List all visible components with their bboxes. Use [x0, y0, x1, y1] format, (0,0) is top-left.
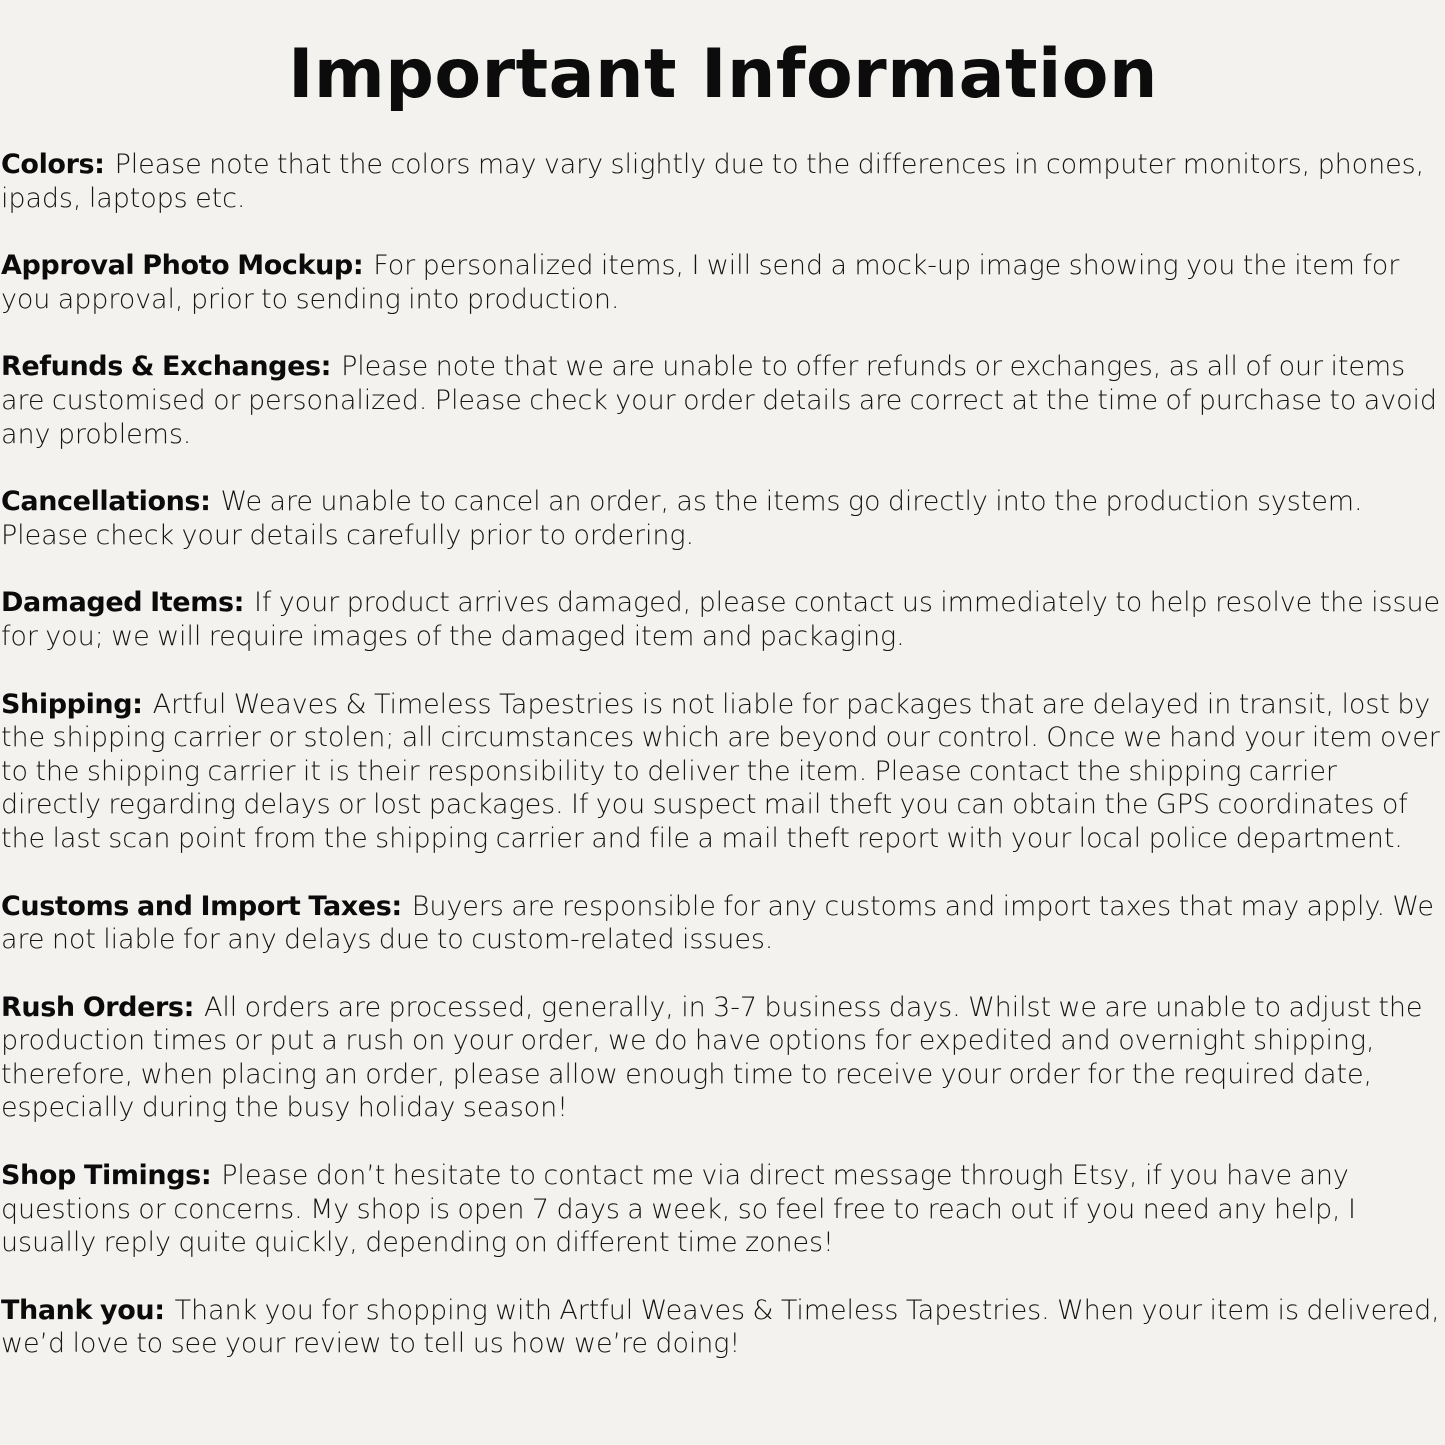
section-refunds-exchanges	[1, 350, 1444, 451]
section-text: For personalized items, I will send a mock-up image showing you the item for you approval, prior to sending into production.	[1, 250, 1400, 315]
section-label: Colors:	[1, 149, 105, 180]
section-thank-you	[1, 1294, 1444, 1361]
section-label: Rush Orders:	[1, 991, 194, 1023]
section-rush-orders	[1, 991, 1444, 1125]
section-label: Shipping:	[1, 688, 143, 720]
section-text: Artful Weaves & Timeless Tapestries is not liable for packages that are delayed in transit, lost by the shipping carrier or stolen; all circumstances which are beyond our control. Once we hand your item over to the shipping carrier it is their responsibility to deliver the item. Please contact the shipping carrier directly regarding delays or lost packages. If you suspect mail theft you can obtain the GPS coordinates of the last scan point from the shipping carrier and file a mail theft report with your local police department.	[1, 688, 1440, 854]
section-label: Thank you:	[1, 1294, 165, 1326]
section-text: Please don’t hesitate to contact me via direct message through Etsy, if you have any questions or concerns. My shop is open 7 days a week, so feel free to reach out if you need any help, I usually reply quite quickly, depending on different time zones!	[1, 1160, 1356, 1259]
section-text: Please note that the colors may vary slightly due to the differences in computer monitors, phones, ipads, laptops etc.	[1, 149, 1425, 214]
section-label: Customs and Import Taxes:	[1, 890, 402, 922]
policy-sections	[1, 148, 1444, 1395]
section-label: Cancellations:	[1, 486, 211, 518]
section-text: Please note that we are unable to offer refunds or exchanges, as all of our items are customised or personalized. Please check your order details are correct at the time of purchase to avoid any problems.	[1, 351, 1437, 450]
section-text: All orders are processed, generally, in 3-7 business days. Whilst we are unable to adjust the production times or put a rush on your order, we do have options for expedited and overnight shipping, therefore, when placing an order, please allow enough time to receive your order for the required date, especially during the busy holiday season!	[1, 991, 1423, 1124]
section-text: Buyers are responsible for any customs and import taxes that may apply. We are not liable for any delays due to custom-related issues.	[1, 890, 1434, 956]
section-cancellations	[1, 485, 1444, 552]
section-label: Damaged Items:	[1, 587, 245, 619]
page-title: Important Information	[288, 35, 1158, 114]
section-label: Approval Photo Mockup:	[1, 250, 364, 282]
section-customs-import-taxes	[1, 890, 1444, 957]
section-damaged-items	[1, 586, 1444, 653]
section-text: If your product arrives damaged, please contact us immediately to help resolve the issue for you; we will require images of the damaged item and packaging.	[1, 587, 1441, 652]
section-label: Shop Timings:	[1, 1160, 212, 1192]
section-text: Thank you for shopping with Artful Weaves & Timeless Tapestries. When your item is delivered, we’d love to see your review to tell us how we’re doing!	[1, 1294, 1440, 1360]
section-shipping	[1, 688, 1444, 856]
section-approval-photo-mockup	[1, 249, 1444, 316]
section-shop-timings	[1, 1159, 1444, 1260]
section-text: We are unable to cancel an order, as the items go directly into the production system. Please check your details carefully prior to ordering.	[1, 486, 1363, 551]
section-colors	[1, 148, 1444, 215]
section-label: Refunds & Exchanges:	[1, 351, 332, 383]
